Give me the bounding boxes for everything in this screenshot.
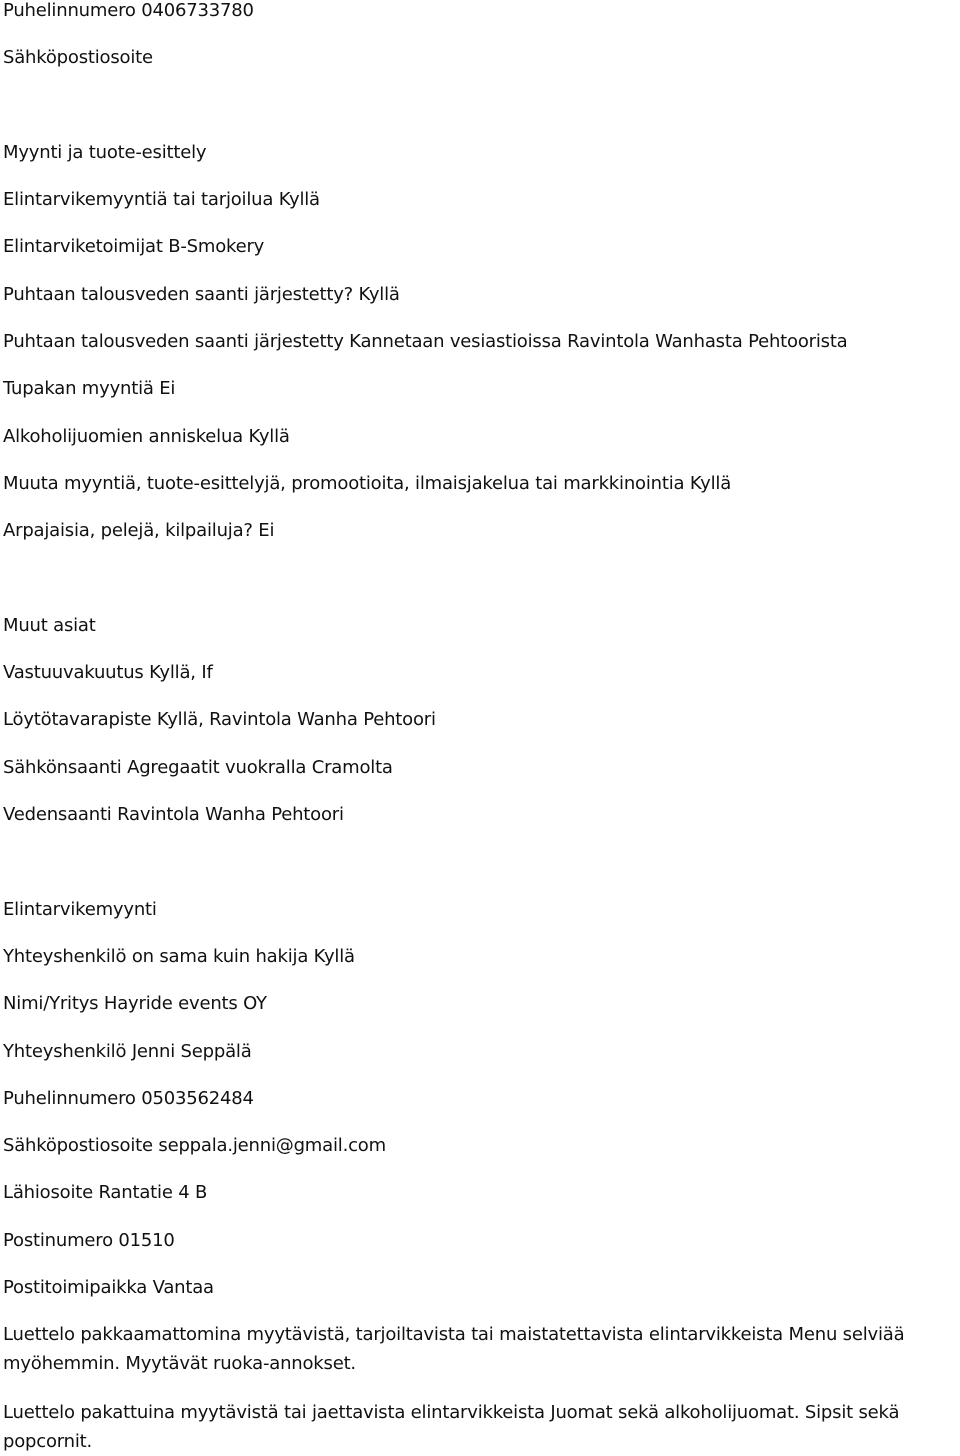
contact-phone-line: Puhelinnumero 0503562484 <box>3 1088 254 1109</box>
document-page <box>3 0 958 1456</box>
water-source-line: Vedensaanti Ravintola Wanha Pehtoori <box>3 804 344 825</box>
water-supply-details-line: Puhtaan talousveden saanti järjestetty Kannetaan vesiastioissa Ravintola Wanhasta Pehtoorista <box>3 331 848 352</box>
city-line: Postitoimipaikka Vantaa <box>3 1277 214 1298</box>
lotteries-line: Arpajaisia, pelejä, kilpailuja? Ei <box>3 520 275 541</box>
tobacco-sales-line: Tupakan myyntiä Ei <box>3 378 176 399</box>
alcohol-serving-line: Alkoholijuomien anniskelua Kyllä <box>3 426 290 447</box>
contact-same-as-applicant-line: Yhteyshenkilö on sama kuin hakija Kyllä <box>3 946 355 967</box>
unpackaged-food-list: Luettelo pakkaamattomina myytävistä, tarjoiltavista tai maistatettavista elintarvikkeista Menu selviää myöhemmin. Myytävät ruoka-annokset. <box>3 1324 905 1374</box>
company-name-line: Nimi/Yritys Hayride events OY <box>3 993 267 1014</box>
section-heading-other: Muut asiat <box>3 615 96 636</box>
other-sales-line: Muuta myyntiä, tuote-esittelyjä, promootioita, ilmaisjakelua tai markkinointia Kyllä <box>3 473 732 494</box>
street-address-line: Lähiosoite Rantatie 4 B <box>3 1182 208 1203</box>
food-operators-line: Elintarviketoimijat B-Smokery <box>3 236 265 257</box>
email-line: Sähköpostiosoite <box>3 47 153 68</box>
section-heading-sales: Myynti ja tuote-esittely <box>3 142 207 163</box>
contact-email-line: Sähköpostiosoite seppala.jenni@gmail.com <box>3 1135 386 1156</box>
section-heading-food-sales: Elintarvikemyynti <box>3 899 157 920</box>
lost-and-found-line: Löytötavarapiste Kyllä, Ravintola Wanha Pehtoori <box>3 709 436 730</box>
food-sales-line: Elintarvikemyyntiä tai tarjoilua Kyllä <box>3 189 320 210</box>
liability-insurance-line: Vastuuvakuutus Kyllä, If <box>3 662 213 683</box>
contact-person-line: Yhteyshenkilö Jenni Seppälä <box>3 1041 252 1062</box>
phone-number-line: Puhelinnumero 0406733780 <box>3 0 254 21</box>
water-supply-question-line: Puhtaan talousveden saanti järjestetty? Kyllä <box>3 284 400 305</box>
packaged-food-list: Luettelo pakattuina myytävistä tai jaettavista elintarvikkeista Juomat sekä alkoholijuomat. Sipsit sekä popcornit. <box>3 1402 900 1452</box>
electricity-supply-line: Sähkönsaanti Agregaatit vuokralla Cramolta <box>3 757 393 778</box>
postal-code-line: Postinumero 01510 <box>3 1230 175 1251</box>
